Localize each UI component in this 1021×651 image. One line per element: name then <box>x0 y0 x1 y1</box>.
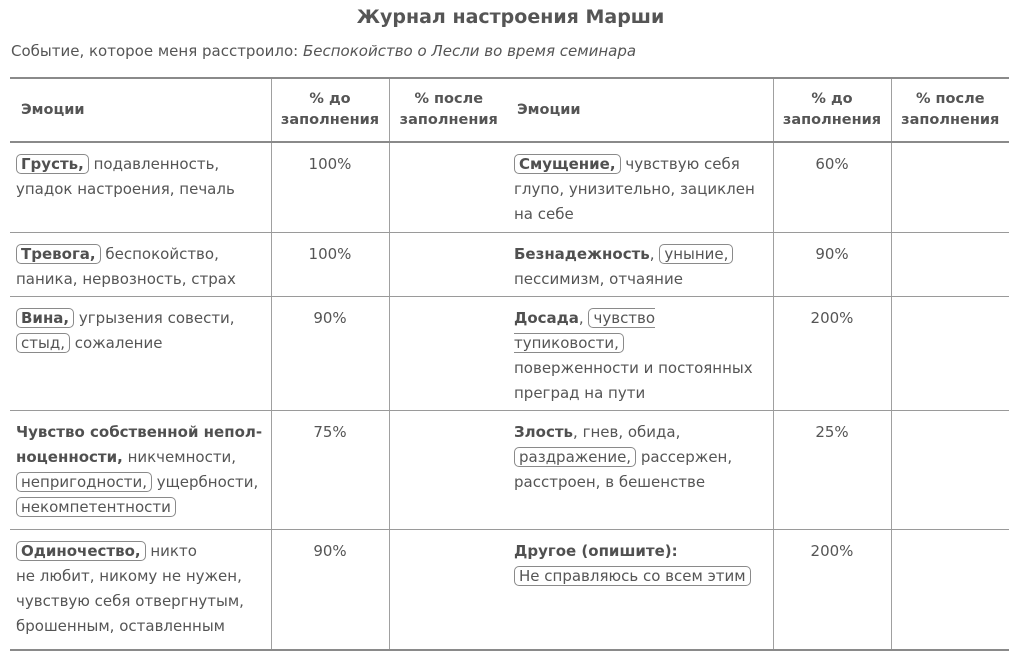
emotion-primary: Злость <box>514 422 574 441</box>
emotion-cell: Досада, чувство тупиковости, поверженности и постоянных преград на пути <box>508 296 773 410</box>
percent-before: 100% <box>271 232 389 296</box>
percent-before: 25% <box>773 410 891 529</box>
emotion-cell <box>508 529 773 650</box>
emotion-cell: Чувство собственной непол- ноценности, никчемности, непригодности, ущербности, некомпетентности <box>10 410 271 529</box>
percent-after <box>891 296 1009 410</box>
table-row <box>10 142 1009 232</box>
page-title: Журнал настроения Марши <box>356 6 665 28</box>
percent-after <box>891 142 1009 232</box>
emotion-primary: Одиночество, <box>16 541 146 561</box>
header-before-left: % до заполнения <box>271 78 389 142</box>
table-row <box>10 529 1009 650</box>
emotion-primary: Досада <box>514 308 579 327</box>
table-row <box>10 410 1009 529</box>
emotion-cell: Злость, гнев, обида, раздражение, рассержен, расстроен, в бешенстве <box>508 410 773 529</box>
header-before-right: % до заполнения <box>773 78 891 142</box>
percent-after <box>389 410 508 529</box>
emotion-cell: Одиночество, никто не любит, никому не нужен, чувствую себя отвергнутым, брошенным, оставленным <box>10 529 271 650</box>
percent-after <box>389 142 508 232</box>
percent-after <box>891 410 1009 529</box>
header-emotions-right: Эмоции <box>508 78 773 142</box>
emotion-primary: Чувство собственной непол- <box>16 422 263 441</box>
emotion-selected: некомпетентности <box>16 497 176 517</box>
event-line <box>11 42 636 60</box>
percent-before: 90% <box>271 529 389 650</box>
emotion-selected: стыд, <box>16 333 70 353</box>
header-row <box>10 78 1009 142</box>
emotion-cell: Тревога, беспокойство, паника, нервозность, страх <box>10 232 271 296</box>
emotion-selected: Не справляюсь со всем этим <box>514 566 751 586</box>
table-row <box>10 232 1009 296</box>
table-row <box>10 296 1009 410</box>
percent-before: 100% <box>271 142 389 232</box>
emotion-selected: уныние, <box>659 244 733 264</box>
emotion-cell: Безнадежность, уныние, пессимизм, отчаяние <box>508 232 773 296</box>
emotion-cell: Вина, угрызения совести, стыд, сожаление <box>10 296 271 410</box>
percent-after <box>389 296 508 410</box>
emotion-selected: раздражение, <box>514 447 636 467</box>
header-after-left: % после заполнения <box>389 78 508 142</box>
header-after-right: % после заполнения <box>891 78 1009 142</box>
percent-before: 75% <box>271 410 389 529</box>
percent-before: 60% <box>773 142 891 232</box>
emotion-selected: непригодности, <box>16 472 152 492</box>
mood-table <box>10 77 1009 651</box>
percent-after <box>389 529 508 650</box>
emotion-cell: Грусть, подавленность, упадок настроения, печаль <box>10 142 271 232</box>
emotion-primary: Другое (опишите): <box>514 541 678 560</box>
emotion-primary: Вина, <box>16 308 74 328</box>
percent-before: 90% <box>271 296 389 410</box>
percent-before: 90% <box>773 232 891 296</box>
percent-before: 200% <box>773 529 891 650</box>
event-value: Беспокойство о Лесли во время семинара <box>302 42 637 60</box>
emotion-primary: Безнадежность <box>514 244 650 263</box>
emotion-primary: Смущение, <box>514 154 621 174</box>
percent-after <box>389 232 508 296</box>
emotion-selected: чувство тупиковости, <box>514 308 656 352</box>
event-label: Событие, которое меня расстроило: <box>11 42 299 60</box>
header-emotions-left: Эмоции <box>10 78 271 142</box>
percent-after <box>891 529 1009 650</box>
percent-after <box>891 232 1009 296</box>
percent-before: 200% <box>773 296 891 410</box>
emotion-primary: Тревога, <box>16 244 101 264</box>
emotion-cell: Смущение, чувствую себя глупо, унизительно, зациклен на себе <box>508 142 773 232</box>
emotion-primary: Грусть, <box>16 154 89 174</box>
